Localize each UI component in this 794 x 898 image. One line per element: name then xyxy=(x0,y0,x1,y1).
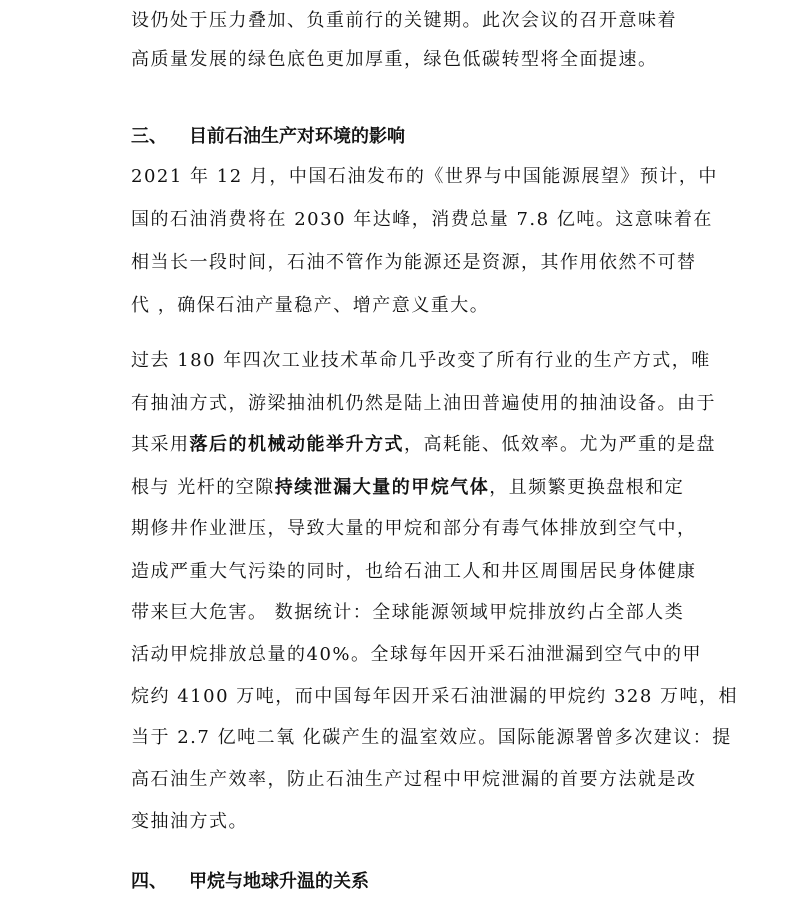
para2-line-6: 造成严重大气污染的同时，也给石油工人和井区周围居民身体健康 xyxy=(131,561,697,582)
para2-line-3-pre: 其采用 xyxy=(131,434,190,455)
para2-line-3-post: ，高耗能、低效率。尤为严重的是盘 xyxy=(404,434,716,455)
para1-line-4: 代 ，确保石油产量稳产、增产意义重大。 xyxy=(131,295,490,316)
highlight-methane-leak: 持续泄漏大量的甲烷气体 xyxy=(274,477,490,498)
para1-line-2: 国的石油消费将在 2030 年达峰，消费总量 7.8 亿吨。这意味着在 xyxy=(131,209,713,230)
intro-line-1: 设仍处于压力叠加、负重前行的关键期。此次会议的召开意味着 xyxy=(131,10,677,31)
para2-line-4-pre: 根与 光杆的空隙 xyxy=(131,477,275,498)
para2-line-8: 活动甲烷排放总量的40%。全球每年因开采石油泄漏到空气中的甲 xyxy=(131,644,703,665)
para1-line-1: 2021 年 12 月，中国石油发布的《世界与中国能源展望》预计，中 xyxy=(131,166,718,187)
para2-line-4-post: ，且频繁更换盘根和定 xyxy=(489,477,685,498)
para2-line-7: 带来巨大危害。 数据统计：全球能源领域甲烷排放约占全部人类 xyxy=(131,602,685,623)
intro-line-2: 高质量发展的绿色底色更加厚重，绿色低碳转型将全面提速。 xyxy=(131,49,658,70)
section-3-title: 目前石油生产对环境的影响 xyxy=(189,126,405,147)
section-3-number: 三、 xyxy=(131,126,167,147)
highlight-lifting-method: 落后的机械动能举升方式 xyxy=(189,434,404,455)
para2-line-1: 过去 180 年四次工业技术革命几乎改变了所有行业的生产方式，唯 xyxy=(131,350,711,371)
para2-line-4 xyxy=(131,477,691,499)
para2-line-10: 当于 2.7 亿吨二氧 化碳产生的温室效应。国际能源署曾多次建议：提 xyxy=(131,727,732,748)
para2-line-2: 有抽油方式，游梁抽油机仍然是陆上油田普遍使用的抽油设备。由于 xyxy=(131,393,716,414)
para2-line-11: 高石油生产效率，防止石油生产过程中甲烷泄漏的首要方法就是改 xyxy=(131,769,697,790)
para2-line-9: 烷约 4100 万吨，而中国每年因开采石油泄漏的甲烷约 328 万吨，相 xyxy=(131,686,739,707)
para2-line-3 xyxy=(131,434,716,456)
section-4-number: 四、 xyxy=(131,871,167,892)
para2-line-12: 变抽油方式。 xyxy=(131,811,248,832)
section-3-heading xyxy=(131,126,405,148)
section-4-title: 甲烷与地球升温的关系 xyxy=(189,871,369,892)
para1-line-3: 相当长一段时间，石油不管作为能源还是资源，其作用依然不可替 xyxy=(131,252,697,273)
para2-line-5: 期修井作业泄压，导致大量的甲烷和部分有毒气体排放到空气中， xyxy=(131,518,697,539)
section-4-heading xyxy=(131,871,369,893)
